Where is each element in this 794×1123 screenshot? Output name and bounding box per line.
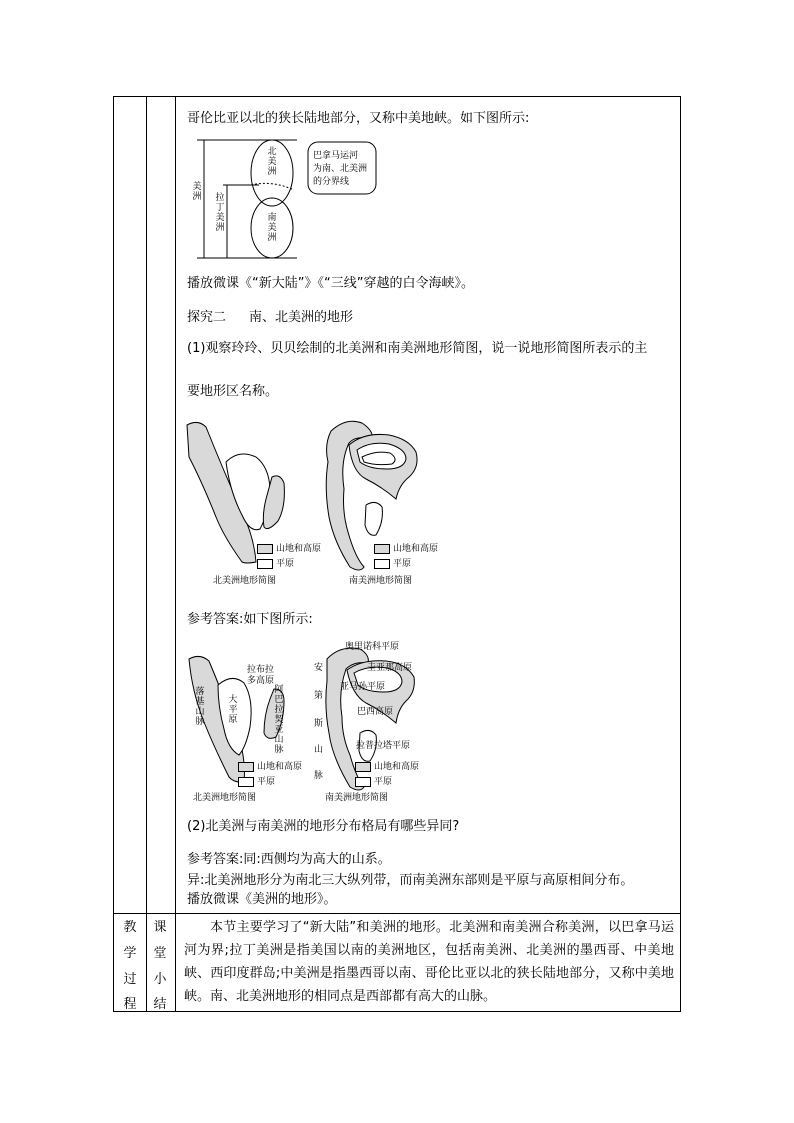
south-map-caption: 南美洲地形简图 xyxy=(349,576,413,586)
col1-char-4: 程 xyxy=(123,997,137,1012)
col1-char-3: 过 xyxy=(123,972,137,987)
canal-note-line-1: 巴拿马运河 xyxy=(313,151,359,161)
lesson-table xyxy=(113,96,681,1012)
andes-label-5: 脉 xyxy=(314,771,324,781)
legend-mountain-swatch xyxy=(257,544,273,554)
answer-legend-mountain-label-2: 山地和高原 xyxy=(374,762,420,772)
answer-legend-mountain-label: 山地和高原 xyxy=(257,762,303,772)
micro-lecture-1: 播放微课《“新大陆”》《“三线”穿越的白令海峡》。 xyxy=(187,276,474,291)
question-1-line-2: 要地形区名称。 xyxy=(187,384,279,399)
col1-char-1: 教 xyxy=(123,920,137,935)
answer-south-map-caption: 南美洲地形简图 xyxy=(325,793,389,803)
andes-label-2: 第 xyxy=(314,691,324,701)
labrador-label-2: 多高原 xyxy=(247,676,275,686)
answer-legend-mountain-swatch-2 xyxy=(355,762,371,772)
question-1-line-1: (1)观察玲玲、贝贝绘制的北美洲和南美洲地形简图，说一说地形简图所表示的主 xyxy=(187,341,648,356)
south-america-label: 南美洲 xyxy=(267,213,277,243)
north-map-caption: 北美洲地形简图 xyxy=(213,576,277,586)
question-2: (2)北美洲与南美洲的地形分布格局有哪些异同? xyxy=(187,819,460,834)
answer-legend-plain-label-2: 平原 xyxy=(374,777,393,787)
intro-text: 哥伦比亚以北的狭长陆地部分，又称中美地峡。如下图所示: xyxy=(187,111,530,126)
brazil-label: 巴西高原 xyxy=(357,707,394,717)
explore-title: 南、北美洲的地形 xyxy=(249,310,354,325)
canal-note-line-3: 的分界线 xyxy=(313,177,350,187)
amazon-label: 亚马孙平原 xyxy=(340,682,386,692)
appalachian-label: 阿巴拉契亚山脉 xyxy=(274,685,284,755)
pampas-label: 拉普拉塔平原 xyxy=(356,741,411,751)
answer-legend-mountain-swatch xyxy=(238,762,254,772)
labrador-label-1: 拉布拉 xyxy=(247,665,275,675)
orinoco-label: 奥里诺科平原 xyxy=(345,642,400,652)
canal-note-line-2: 为南、北美洲 xyxy=(313,164,368,174)
north-america-label: 北美洲 xyxy=(267,147,277,177)
latin-america-label: 拉丁美洲 xyxy=(215,193,225,233)
answer-legend-plain-label: 平原 xyxy=(257,777,276,787)
andes-label-4: 山 xyxy=(314,745,324,755)
legend-plain-label: 平原 xyxy=(276,559,295,569)
andes-label-1: 安 xyxy=(314,663,324,673)
col2-char-4: 结 xyxy=(153,997,167,1012)
great-plains-label: 大平原 xyxy=(228,695,238,725)
col2-char-1: 课 xyxy=(153,920,167,935)
america-label: 美洲 xyxy=(192,182,202,202)
answer-2-line-1: 参考答案:同:西侧均为高大的山系。 xyxy=(187,852,391,867)
legend-plain-label-2: 平原 xyxy=(393,559,412,569)
blank-terrain-maps xyxy=(184,417,454,587)
rocky-mountains-label: 落基山脉 xyxy=(195,687,205,727)
column-divider-2 xyxy=(175,97,176,1011)
legend-mountain-label-2: 山地和高原 xyxy=(393,544,439,554)
explore-label: 探究二 xyxy=(187,310,227,325)
answer-north-map-caption: 北美洲地形简图 xyxy=(193,793,257,803)
legend-mountain-label: 山地和高原 xyxy=(276,544,322,554)
answer-label: 参考答案:如下图所示: xyxy=(187,612,313,627)
column-divider-1 xyxy=(146,97,147,1011)
answer-legend-plain-swatch-2 xyxy=(355,777,371,787)
legend-plain-swatch xyxy=(257,559,273,569)
col2-char-2: 堂 xyxy=(153,946,167,961)
answer-2-line-2: 异:北美洲地形分为南北三大纵列带，而南美洲东部则是平原与高原相间分布。 xyxy=(187,873,634,888)
guiana-label: 圭亚那高原 xyxy=(367,663,413,673)
micro-lecture-2: 播放微课《美洲的地形》。 xyxy=(187,892,337,907)
row-divider xyxy=(114,913,680,914)
col2-char-3: 小 xyxy=(153,972,167,987)
legend-mountain-swatch-2 xyxy=(374,544,390,554)
summary-paragraph: 本节主要学习了“新大陆”和美洲的地形。北美洲和南美洲合称美洲，以巴拿马运河为界;拉丁美洲是指美国以南的美洲地区，包括南美洲、北美洲的墨西哥、中美地峡、西印度群岛;中美洲是指墨西哥以南、哥伦比亚以北的狭长陆地部分，又称中美地峡。南、北美洲地形的相同点是西部都有高大的山脉。 xyxy=(184,920,674,1004)
andes-label-3: 斯 xyxy=(314,719,324,729)
col1-char-2: 学 xyxy=(123,946,137,961)
legend-plain-swatch-2 xyxy=(374,559,390,569)
answer-legend-plain-swatch xyxy=(238,777,254,787)
